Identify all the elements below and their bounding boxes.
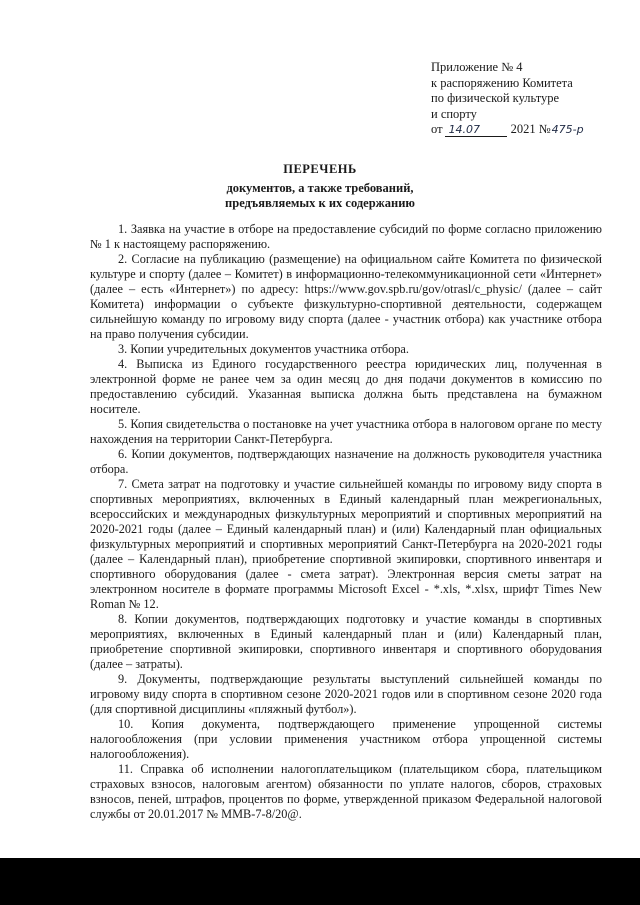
annex-line-2: к распоряжению Комитета: [431, 75, 573, 90]
list-item-10: 10. Копия документа, подтверждающего применение упрощенной системы налогообложения (при условии применения участником отбора упрощенной системы налогообложения).: [90, 717, 602, 761]
list-item-8: 8. Копии документов, подтверждающих подготовку и участие команды в спортивных мероприятиях, включенных в Единый календарный план и (или) Календарный план, приобретение спортивной экипировки, спортивного инвентаря и спортивного оборудования (далее – затраты).: [90, 612, 602, 671]
annex-date-line: [431, 122, 631, 138]
list-item-3: 3. Копии учредительных документов участника отбора.: [118, 342, 409, 356]
annex-line-1: Приложение № 4: [431, 60, 523, 74]
handwritten-number: 475-р: [551, 123, 584, 136]
annex-line-3: по физической культуре: [431, 91, 560, 105]
year-label: 2021 №: [510, 122, 551, 136]
list-item-1: 1. Заявка на участие в отборе на предоставление субсидий по форме согласно приложению № 1 к настоящему распоряжению.: [90, 222, 602, 251]
list-item-11: 11. Справка об исполнении налогоплательщиком (плательщиком сбора, плательщиком страховых взносов, налоговым агентом) обязанности по уплате налогов, сборов, страховых взносов, пеней, штрафов, процентов по форме, утвержденной приказом Федеральной налоговой службы от 20.01.2017 № ММВ-7-8/20@.: [90, 762, 602, 821]
annex-header: [431, 60, 631, 138]
list-item-9: 9. Документы, подтверждающие результаты выступлений сильнейшей команды по игровому виду спорта в спортивном сезоне 2020-2021 годов или в спортивном сезоне 2020 года (для спортивной дисциплины «пляжный футбол»).: [90, 672, 602, 716]
list-item-6: 6. Копии документов, подтверждающих назначение на должность руководителя участника отбора.: [90, 447, 602, 476]
list-item-2: 2. Согласие на публикацию (размещение) на официальном сайте Комитета по физической культуре и спорту (далее – Комитет) в информационно-телекоммуникационной сети «Интернет» (далее – есть «Интернет») по адресу: https://www.gov.spb.ru/gov/otrasl/c_physic/ (далее – сайт Комитета) информации о субъекте физкультурно-спортивной деятельности, содержащем сильнейшую команду по игровому виду спорта (далее - участник отбора) как участнике отбора на право получения субсидии.: [90, 252, 602, 341]
handwritten-date: 14.07: [445, 124, 507, 137]
annex-line-4: и спорту: [431, 106, 477, 121]
title-line-1: ПЕРЕЧЕНЬ: [283, 162, 357, 176]
date-prefix: от: [431, 122, 443, 136]
scan-bottom-edge: [0, 858, 640, 905]
list-item-4: 4. Выписка из Единого государственного реестра юридических лиц, полученная в электронной форме не ранее чем за один месяц до дня подачи документов в комиссию по предоставлению субсидий. Указанная выписка должна быть представлена на бумажном носителе.: [90, 357, 602, 416]
document-title: [0, 162, 640, 212]
list-item-7: 7. Смета затрат на подготовку и участие сильнейшей команды по игровому виду спорта в спортивных мероприятиях, включенных в Единый календарный план межрегиональных, всероссийских и международных физкультурных мероприятий и спортивных мероприятий на 2020-2021 годы (далее – Единый календарный план) и (или) Календарный план официальных физкультурных мероприятий и спортивных мероприятий Санкт-Петербурга на 2020-2021 годы (далее – Календарный план), приобретение спортивной экипировки, спортивного инвентаря и спортивного оборудования (далее - смета затрат). Электронная версия сметы затрат на электронном носителе в формате программы Microsoft Excel - *.xls, *.xlsx, шрифт Times New Roman № 12.: [90, 477, 602, 611]
list-item-5: 5. Копия свидетельства о постановке на учет участника отбора в налоговом органе по месту нахождения на территории Санкт-Петербурга.: [90, 417, 602, 446]
title-line-3: предъявляемых к их содержанию: [225, 196, 415, 210]
title-line-2: документов, а также требований,: [226, 180, 414, 195]
document-body: [90, 222, 602, 822]
